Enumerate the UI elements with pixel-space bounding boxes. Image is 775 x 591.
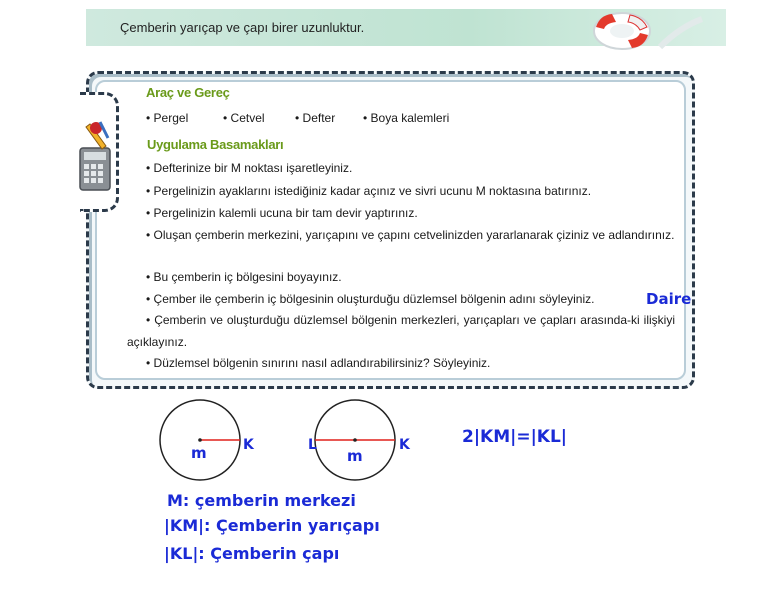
circle-diagram	[150, 395, 440, 487]
step-item: • Pergelinizin kalemli ucuna bir tam devir yaptırınız.	[146, 206, 418, 220]
tool-item: • Cetvel	[223, 111, 265, 125]
handwritten-equation: 2|KM|=|KL|	[462, 427, 568, 447]
note-diameter: |KL|: Çemberin çapı	[164, 544, 340, 563]
lifebuoy-icon	[590, 7, 710, 55]
step-item: • Bu çemberin iç bölgesini boyayınız.	[146, 270, 342, 284]
label-k-2: K	[399, 437, 410, 453]
tool-item: • Defter	[295, 111, 336, 125]
steps-heading: Uygulama Basamakları	[147, 137, 284, 152]
calculator-pencil-icon	[76, 118, 116, 196]
note-center: M: çemberin merkezi	[167, 491, 356, 510]
tools-heading: Araç ve Gereç	[146, 85, 230, 100]
note-radius: |KM|: Çemberin yarıçapı	[164, 516, 380, 535]
step-item: • Defterinize bir M noktası işaretleyiniz.	[146, 161, 353, 175]
step-item: • Oluşan çemberin merkezini, yarıçapını ve çapını cetvelinizden yararlanarak çiziniz ve adlandırınız.	[146, 228, 675, 242]
label-center-2: m	[347, 447, 363, 465]
step-item: • Düzlemsel bölgenin sınırını nasıl adlandırabilirsiniz? Söyleyiniz.	[146, 356, 491, 370]
label-l-2: L	[308, 437, 317, 453]
label-center-1: m	[191, 444, 207, 462]
banner-text: Çemberin yarıçap ve çapı birer uzunluktur.	[120, 20, 365, 35]
handwritten-answer: Daire	[646, 290, 692, 308]
tool-item: • Boya kalemleri	[363, 111, 450, 125]
step-item: • Pergelinizin ayaklarını istediğiniz kadar açınız ve sivri ucunu M noktasına batırınız.	[146, 184, 592, 198]
tool-item: • Pergel	[146, 111, 189, 125]
label-k-1: K	[243, 437, 254, 453]
step-item: • Çember ile çemberin iç bölgesinin oluşturduğu düzlemsel bölgenin adını söyleyiniz.	[146, 292, 595, 306]
step-item: • Çemberin ve oluşturduğu düzlemsel bölgenin merkezleri, yarıçapları ve çapları arasında-ki ilişkiyi açıklayınız.	[127, 313, 675, 349]
